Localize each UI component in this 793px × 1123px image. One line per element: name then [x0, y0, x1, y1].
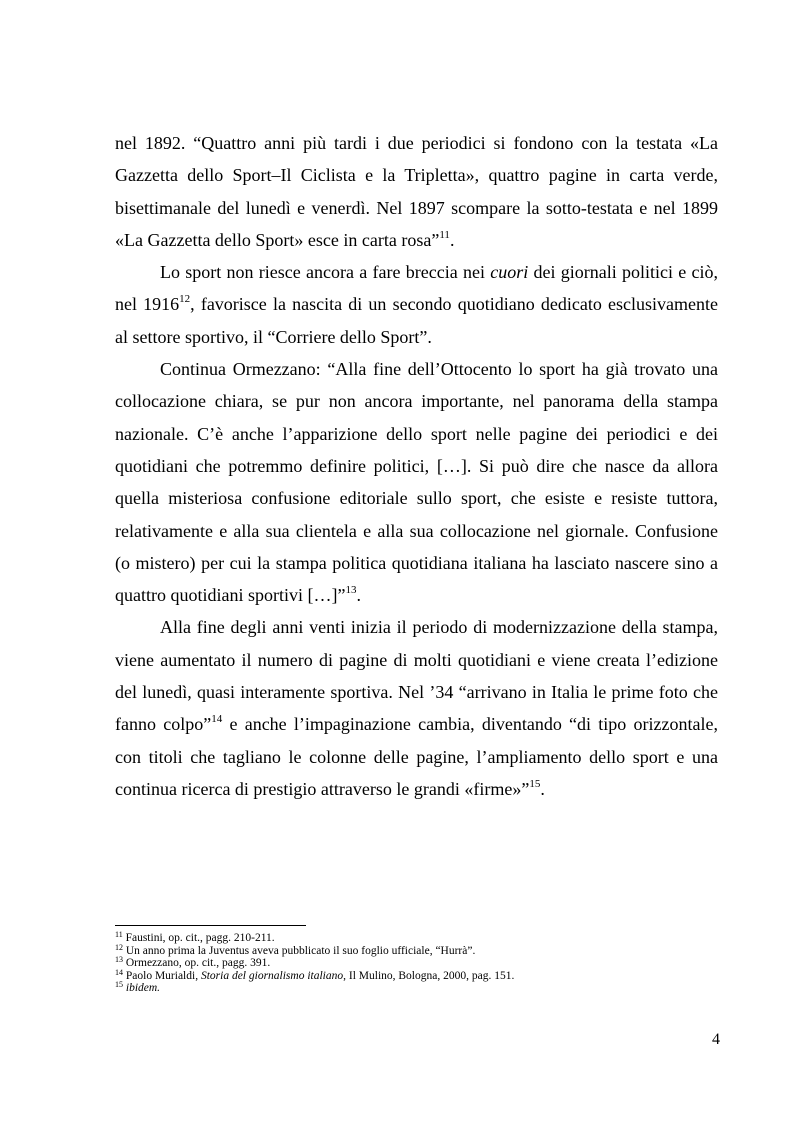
text-run: Faustini, op. cit., pagg. 210-211. — [122, 932, 275, 944]
text-run: . — [449, 229, 455, 250]
paragraph — [115, 256, 718, 353]
footnote-number: 12 — [115, 942, 123, 952]
footnote-number: 14 — [115, 967, 123, 977]
text-run: . — [540, 778, 545, 799]
text-run: e anche l’impaginazione cambia, diventando “di tipo orizzontale, con titoli che tagliano le colonne delle pagine, l’ampliamento dello sport e una continua ricerca di prestigio attraverso le grandi «firme»” — [115, 714, 719, 799]
footnote-number: 13 — [115, 955, 123, 964]
text-run: , Il Mulino, Bologna, 2000, pag. 151. — [343, 969, 515, 982]
italic-text: ibidem. — [125, 982, 161, 994]
footnote-number: 11 — [115, 930, 123, 939]
text-run: , favorisce la nascita di un secondo quotidiano dedicato esclusivamente al settore sportivo, il “Corriere dello Sport”. — [115, 294, 718, 347]
text-run: dei giornali politici e ciò, nel 1916 — [115, 262, 718, 315]
text-run: nel 1892. “Quattro anni più tardi i due periodici si fondono con la testata «La Gazzetta dello Sport–Il Ciclista e la Tripletta», quattro pagine in carta verde, bisettimanale del lunedì e venerdì. Nel 1897 scompare la sotto-testata e nel 1899 «La Gazzetta dello Sport» esce in carta rosa” — [115, 133, 718, 250]
footnote-separator — [115, 925, 306, 926]
text-run: Alla fine degli anni venti inizia il periodo di modernizzazione della stampa, viene aumentato il numero di pagine di molti quotidiani e viene creata l’edizione del lunedì, quasi interamente sportiva. Nel ’34 “arrivano in Italia le prime foto che fanno colpo” — [115, 617, 718, 735]
text-run: Ormezzano, op. cit., pagg. 391. — [123, 957, 271, 969]
footnote-reference: 11 — [439, 228, 450, 241]
page-number: 4 — [712, 1031, 720, 1048]
footnote — [115, 982, 718, 995]
footnote-reference: 14 — [211, 713, 223, 726]
body-text — [115, 127, 718, 805]
footnote-reference: 13 — [345, 584, 357, 597]
footnote — [115, 967, 718, 983]
footnote-reference: 12 — [179, 293, 191, 306]
footnote-number: 15 — [115, 980, 123, 989]
paragraph — [115, 611, 718, 805]
footnote-reference: 15 — [529, 777, 541, 790]
footnote — [115, 942, 718, 958]
footnote — [115, 957, 718, 970]
footnotes — [115, 932, 718, 995]
italic-text: Storia del giornalismo italiano — [200, 969, 344, 982]
paragraph — [115, 127, 718, 256]
text-run: Continua Ormezzano: “Alla fine dell’Ottocento lo sport ha già trovato una collocazione chiara, se pur non ancora importante, nel panorama della stampa nazionale. C’è anche l’apparizione dello sport nelle pagine dei periodici e dei quotidiani che potremmo definire politici, […]. Si può dire che nasce da allora quella misteriosa confusione editoriale sullo sport, che esiste e resiste tuttora, relativamente e alla sua clientela e alla sua collocazione nel giornale. Confusione (o mistero) per cui la stampa politica quotidiana italiana ha lasciato nascere sino a quattro quotidiani sportivi […]” — [115, 359, 718, 606]
italic-text: cuori — [490, 262, 529, 283]
text-run: Paolo Murialdi, — [123, 969, 201, 982]
text-run: Un anno prima la Juventus aveva pubblicato il suo foglio ufficiale, “Hurrà”. — [123, 944, 476, 957]
paragraph — [115, 353, 718, 611]
text-run: . — [356, 585, 361, 606]
text-run: Lo sport non riesce ancora a fare breccia nei — [160, 262, 491, 283]
footnote — [115, 932, 718, 945]
